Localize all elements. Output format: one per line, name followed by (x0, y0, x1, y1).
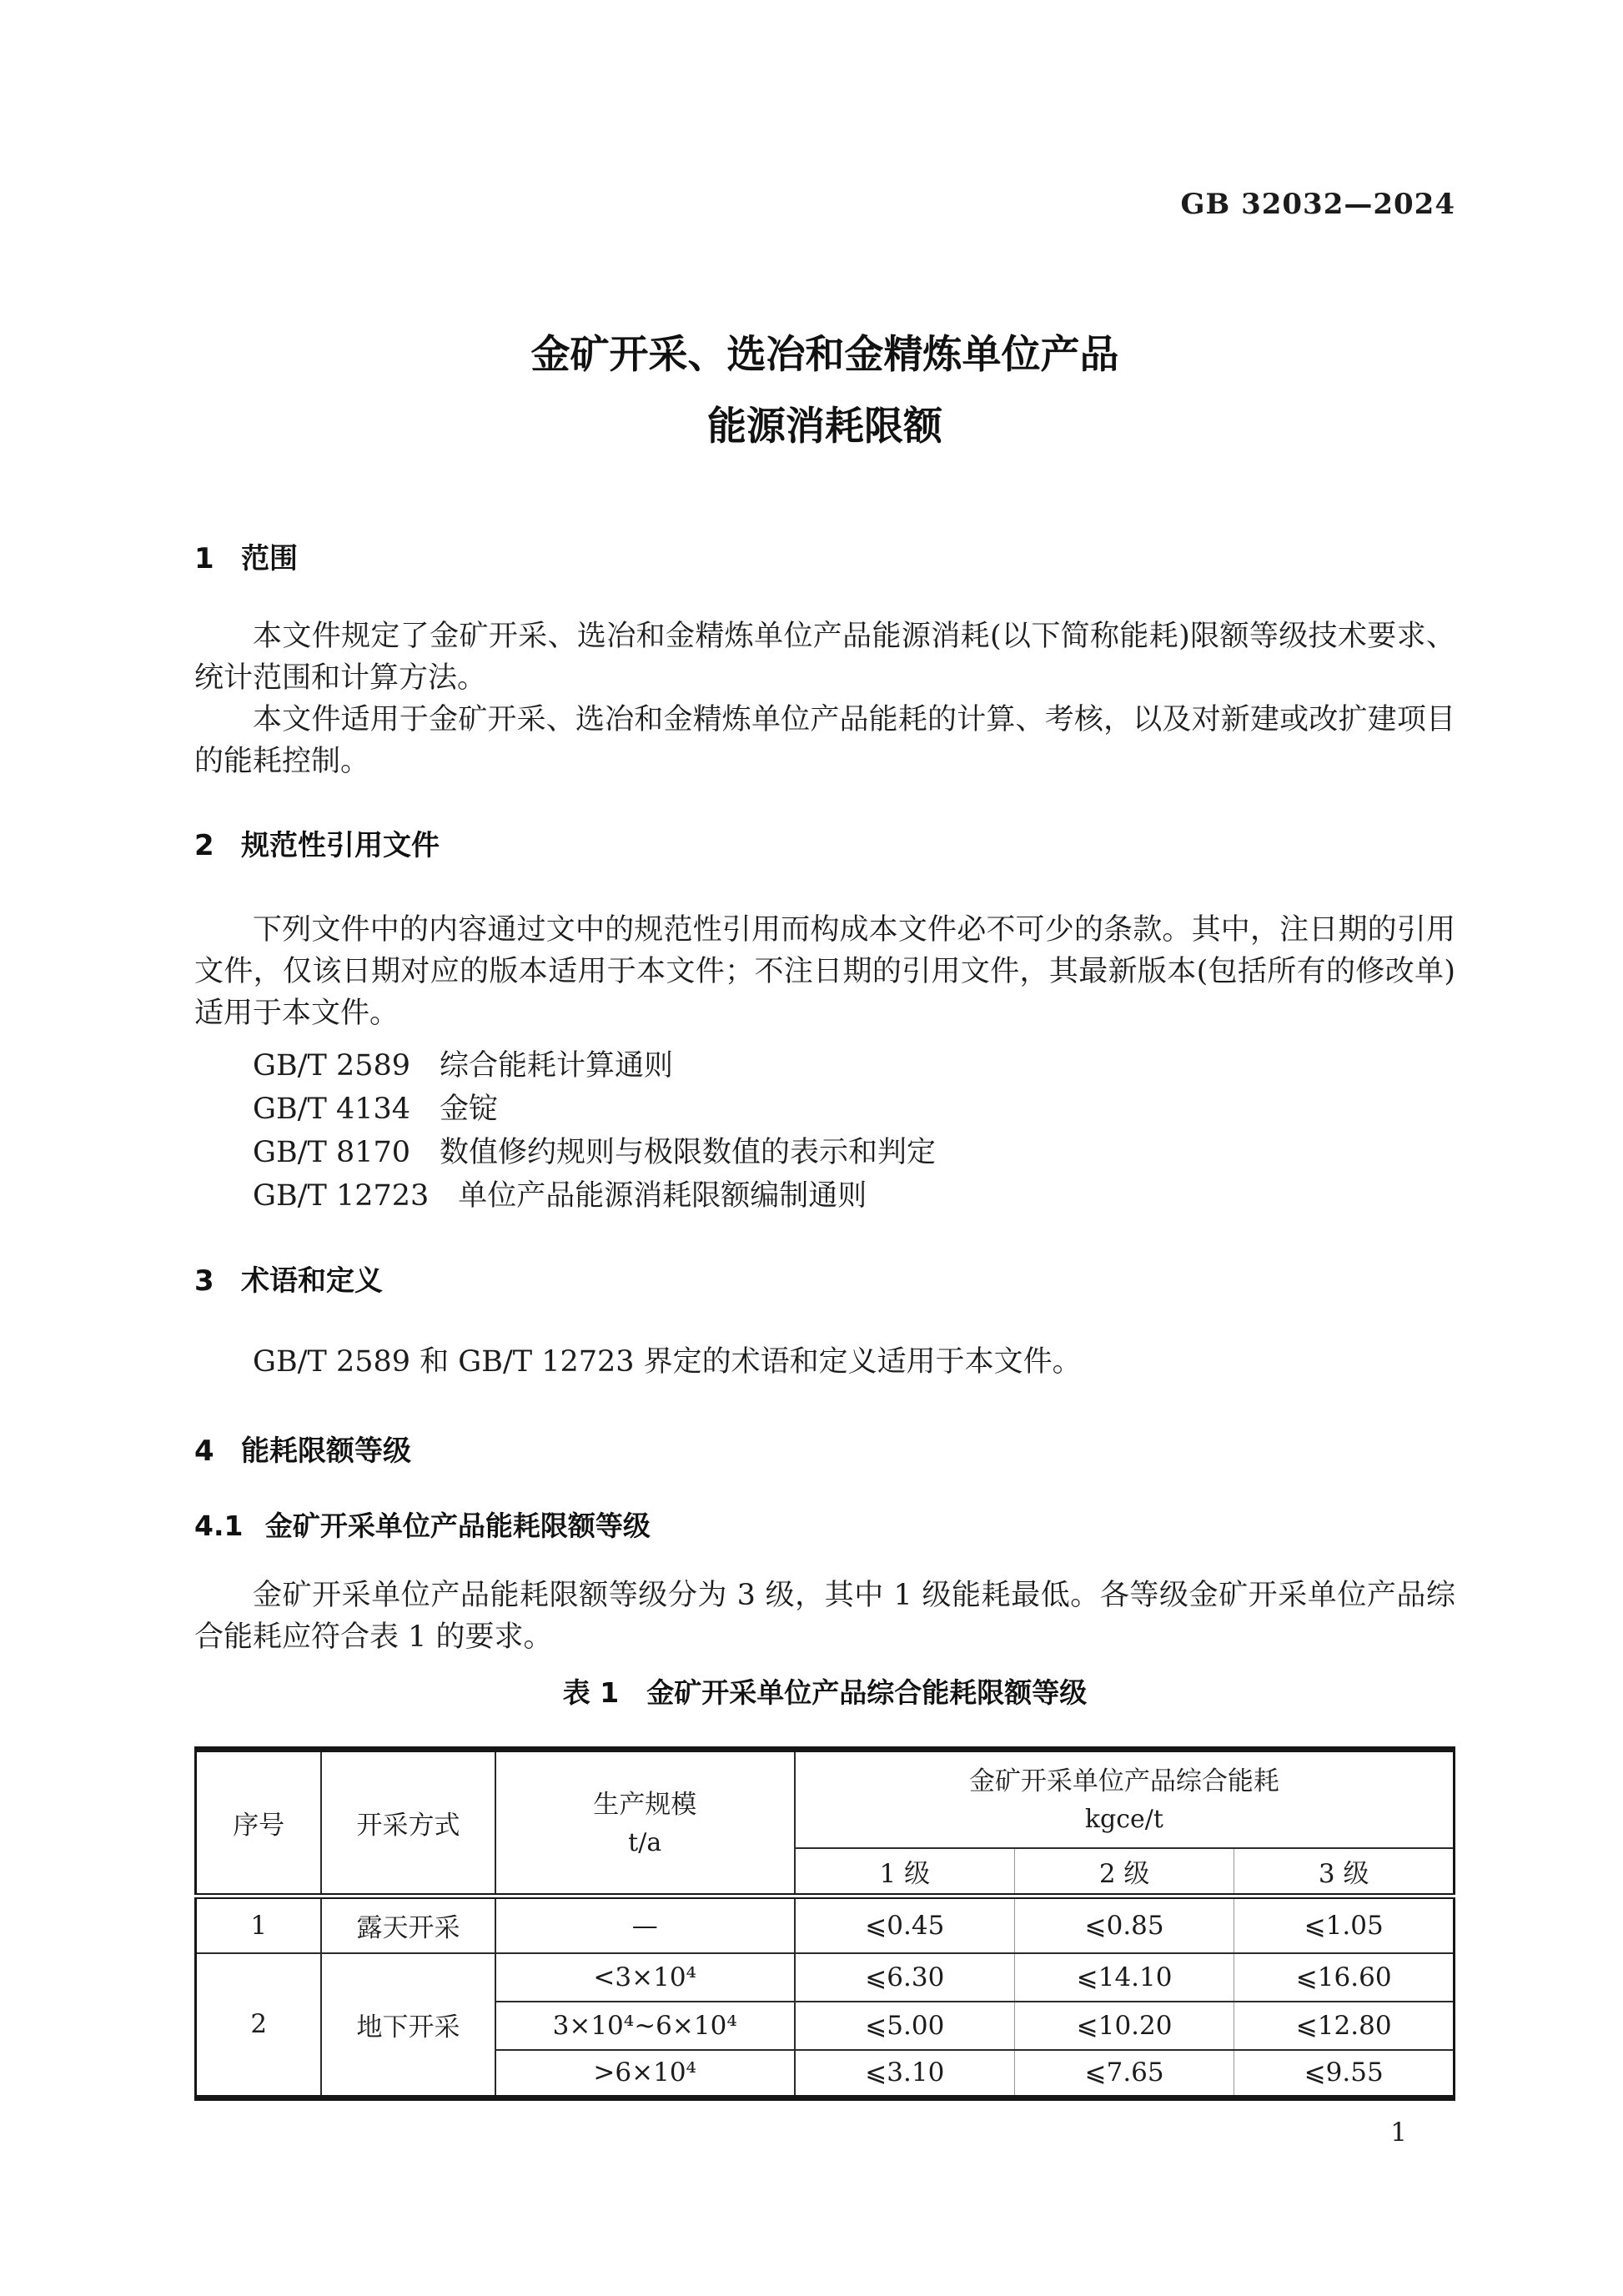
table-row (196, 1953, 1455, 2002)
document-title (194, 319, 1455, 463)
table-cell-seq: 1 (196, 1897, 322, 1953)
section-heading-references (194, 829, 1455, 862)
table-header-energy-unit: kgce/t (1084, 1804, 1163, 1834)
limits-paragraph: 金矿开采单位产品能耗限额等级分为 3 级，其中 1 级能耗最低。各等级金矿开采单位产品综合能耗应符合表 1 的要求。 (194, 1579, 1455, 1654)
reference-item (194, 1174, 1455, 1218)
table-cell-grade-3: ⩽16.60 (1234, 1953, 1455, 2002)
table-cell-grade-1: ⩽3.10 (795, 2050, 1015, 2098)
table-header-grade-3: 3 级 (1234, 1848, 1455, 1897)
table-cell-grade-1: ⩽6.30 (795, 1953, 1015, 2002)
table-header-scale-name: 生产规模 (593, 1789, 697, 1820)
table-cell-scale: >6×10⁴ (495, 2050, 795, 2098)
table-cell-scale: <3×10⁴ (495, 1953, 795, 2002)
section-title: 规范性引用文件 (240, 829, 440, 862)
section-number: 4 (194, 1434, 214, 1468)
document-title-line-2: 能源消耗限额 (707, 404, 942, 450)
table-header-energy (795, 1750, 1455, 1848)
reference-code: GB/T 8170 (253, 1136, 411, 1169)
table-cell-grade-2: ⩽7.65 (1014, 2050, 1234, 2098)
reference-title: 数值修约规则与极限数值的表示和判定 (440, 1136, 937, 1169)
table-cell-grade-3: ⩽9.55 (1234, 2050, 1455, 2098)
reference-item (194, 1088, 1455, 1131)
reference-title: 综合能耗计算通则 (440, 1049, 674, 1083)
table-header-scale (495, 1750, 795, 1897)
table-cell-grade-1: ⩽5.00 (795, 2002, 1015, 2050)
table-header-grade-1: 1 级 (795, 1848, 1015, 1897)
section-number: 3 (194, 1264, 214, 1298)
table-cell-scale: — (495, 1897, 795, 1953)
scope-paragraph-2: 本文件适用于金矿开采、选冶和金精炼单位产品能耗的计算、考核，以及对新建或改扩建项目的能耗控制。 (194, 703, 1455, 778)
page-number: 1 (1390, 2118, 1407, 2148)
reference-item (194, 1044, 1455, 1088)
reference-title: 单位产品能源消耗限额编制通则 (458, 1179, 867, 1213)
reference-code: GB/T 4134 (253, 1093, 411, 1126)
table-1-energy-limits (194, 1746, 1455, 2101)
section-title: 能耗限额等级 (240, 1434, 411, 1468)
section-heading-terms (194, 1264, 1455, 1298)
table-cell-grade-2: ⩽0.85 (1014, 1897, 1234, 1953)
table-header-grade-2: 2 级 (1014, 1848, 1234, 1897)
table-cell-grade-1: ⩽0.45 (795, 1897, 1015, 1953)
scope-paragraph-1: 本文件规定了金矿开采、选冶和金精炼单位产品能源消耗(以下简称能耗)限额等级技术要求、统计范围和计算方法。 (194, 620, 1455, 695)
reference-code: GB/T 2589 (253, 1049, 411, 1083)
section-number: 2 (194, 829, 214, 862)
standard-number: GB 32032—2024 (1180, 188, 1455, 221)
terms-paragraph: GB/T 2589 和 GB/T 12723 界定的术语和定义适用于本文件。 (253, 1345, 1082, 1379)
table-caption-title: 金矿开采单位产品综合能耗限额等级 (646, 1676, 1088, 1709)
references-list (194, 1044, 1455, 1218)
table-cell-method: 露天开采 (321, 1897, 495, 1953)
references-intro: 下列文件中的内容通过文中的规范性引用而构成本文件必不可少的条款。其中，注日期的引用文件，仅该日期对应的版本适用于本文件；不注日期的引用文件，其最新版本(包括所有的修改单)适用于本文件。 (194, 913, 1455, 1030)
table-header-seq: 序号 (196, 1750, 322, 1897)
table-cell-grade-3: ⩽12.80 (1234, 2002, 1455, 2050)
subsection-heading-4-1 (194, 1510, 1455, 1543)
section-heading-limits (194, 1434, 1455, 1468)
table-cell-grade-2: ⩽14.10 (1014, 1953, 1234, 2002)
section-heading-scope (194, 542, 1455, 575)
subsection-number: 4.1 (194, 1510, 244, 1542)
table-cell-grade-2: ⩽10.20 (1014, 2002, 1234, 2050)
table-caption-number: 表 1 (562, 1676, 620, 1709)
table-header-method: 开采方式 (321, 1750, 495, 1897)
document-title-line-1: 金矿开采、选冶和金精炼单位产品 (530, 332, 1119, 378)
section-title: 范围 (240, 542, 298, 575)
subsection-title: 金矿开采单位产品能耗限额等级 (264, 1510, 651, 1542)
table-1-caption (194, 1676, 1455, 1710)
table-cell-seq: 2 (196, 1953, 322, 2098)
table-row (196, 1897, 1455, 1953)
table-cell-scale: 3×10⁴~6×10⁴ (495, 2002, 795, 2050)
table-cell-grade-3: ⩽1.05 (1234, 1897, 1455, 1953)
reference-item (194, 1131, 1455, 1174)
section-number: 1 (194, 542, 214, 575)
reference-title: 金锭 (440, 1093, 499, 1126)
table-header-energy-name: 金矿开采单位产品综合能耗 (968, 1766, 1279, 1796)
table-cell-method: 地下开采 (321, 1953, 495, 2098)
reference-code: GB/T 12723 (253, 1179, 430, 1213)
table-header-scale-unit: t/a (628, 1827, 662, 1857)
section-title: 术语和定义 (240, 1264, 383, 1298)
